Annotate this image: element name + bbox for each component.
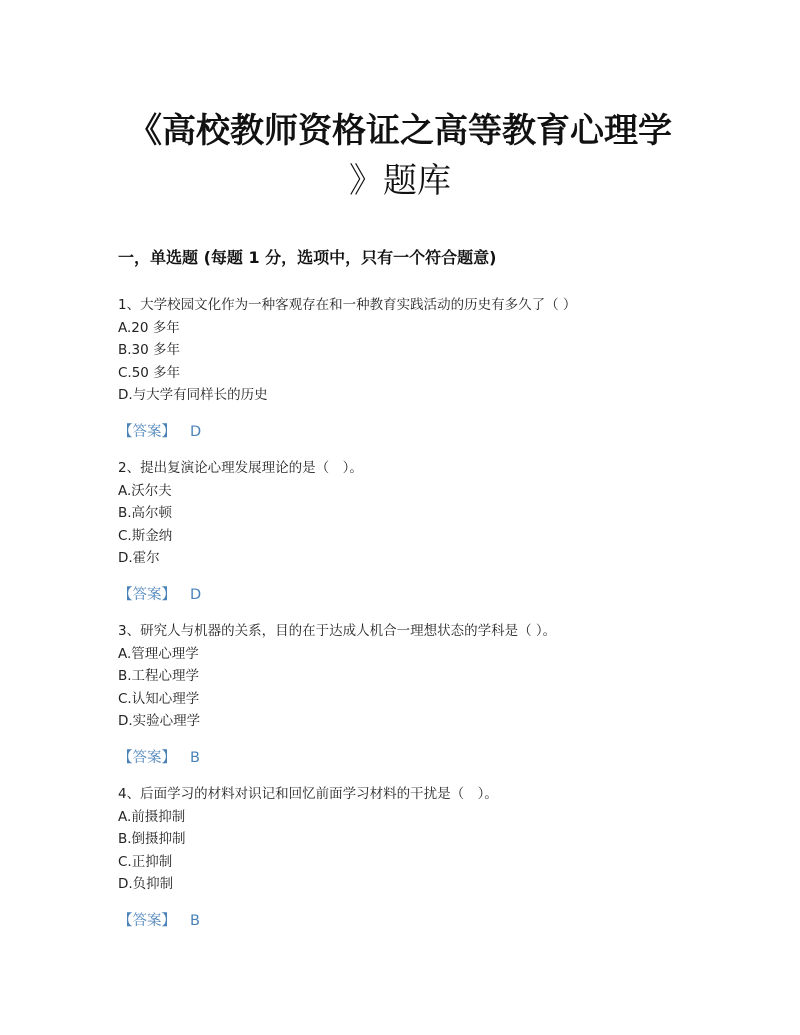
option-b: B.倒摄抑制 [118, 831, 186, 847]
answer-line [118, 584, 718, 606]
question-stem: 1、大学校园文化作为一种客观存在和一种教育实践活动的历史有多久了（ ） [118, 297, 577, 313]
option-d: D.霍尔 [118, 550, 160, 566]
answer-value: D [190, 423, 202, 440]
document-title-line-1: 《高校教师资格证之高等教育心理学 [128, 111, 672, 151]
question-stem: 4、后面学习的材料对识记和回忆前面学习材料的干扰是（ ）。 [118, 786, 498, 802]
question-stem: 3、研究人与机器的关系，目的在于达成人机合一理想状态的学科是（ ）。 [118, 623, 557, 639]
answer-label: 【答案】 [118, 749, 176, 766]
option-c: C.正抑制 [118, 853, 173, 870]
option-a: A.前摄抑制 [118, 808, 186, 825]
option-d: D.实验心理学 [118, 713, 201, 729]
answer-label: 【答案】 [118, 423, 176, 440]
question-stem: 2、提出复演论心理发展理论的是（ ）。 [118, 460, 363, 476]
option-c: C.认知心理学 [118, 690, 200, 707]
answer-line [118, 910, 718, 932]
question-4 [118, 783, 718, 932]
option-a: A.20 多年 [118, 319, 180, 336]
option-b: B.高尔顿 [118, 505, 173, 521]
answer-label: 【答案】 [118, 586, 176, 603]
option-d: D.负抑制 [118, 876, 174, 892]
question-2 [118, 457, 718, 606]
answer-value: B [190, 912, 200, 929]
answer-value: D [190, 586, 202, 603]
option-c: C.斯金纳 [118, 527, 173, 544]
document-title-line-2: 》题库 [349, 161, 451, 201]
option-b: B.工程心理学 [118, 668, 200, 684]
answer-label: 【答案】 [118, 912, 176, 929]
answer-line [118, 747, 718, 769]
option-d: D.与大学有同样长的历史 [118, 387, 268, 403]
section-heading: 一，单选题 (每题 1 分，选项中，只有一个符合题意) [118, 248, 497, 267]
option-c: C.50 多年 [118, 364, 181, 381]
question-3 [118, 620, 718, 769]
answer-value: B [190, 749, 200, 766]
option-a: A.沃尔夫 [118, 482, 172, 499]
option-a: A.管理心理学 [118, 645, 199, 662]
answer-line [118, 421, 718, 443]
option-b: B.30 多年 [118, 342, 181, 358]
question-1 [118, 294, 718, 443]
